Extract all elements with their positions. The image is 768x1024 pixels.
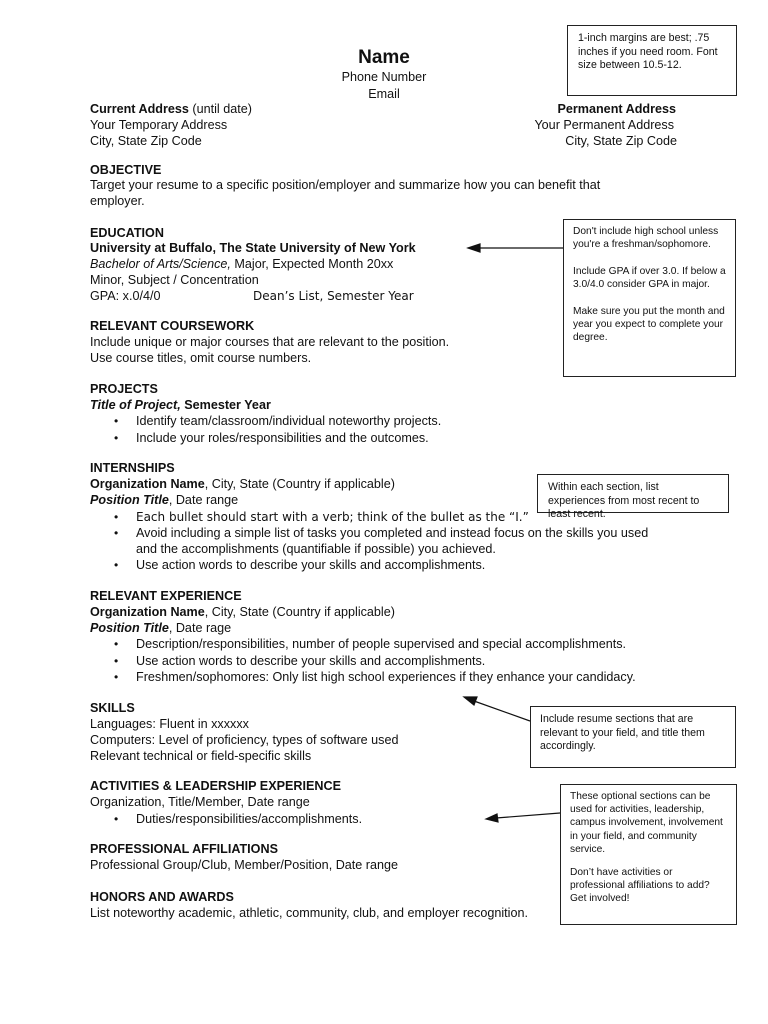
- bullet-dot: •: [114, 654, 119, 668]
- internship-bullet-3: Use action words to describe your skills and accomplishments.: [136, 558, 486, 572]
- education-minor: Minor, Subject / Concentration: [90, 273, 259, 287]
- internships-heading: INTERNSHIPS: [90, 461, 175, 475]
- bullet-dot: •: [114, 526, 119, 540]
- degree-type: Bachelor of Arts/Science,: [90, 257, 231, 271]
- project-title-semester: Semester Year: [180, 398, 271, 412]
- experience-heading: RELEVANT EXPERIENCE: [90, 589, 242, 603]
- arrow-sections: [474, 701, 530, 721]
- skills-heading: SKILLS: [90, 701, 135, 715]
- resume-name: Name: [358, 47, 410, 68]
- arrow-sections-head: [464, 697, 477, 705]
- internship-bullet-1: Each bullet should start with a verb; think of the bullet as the “I.”: [136, 510, 529, 524]
- bullet-dot: •: [114, 558, 119, 572]
- bullet-dot: •: [114, 812, 119, 826]
- coursework-heading: RELEVANT COURSEWORK: [90, 319, 255, 333]
- bullet-dot: •: [114, 431, 119, 445]
- education-school: University at Buffalo, The State University of New York: [90, 241, 416, 255]
- skills-technical: Relevant technical or field-specific skills: [90, 749, 312, 763]
- note-education-p2: Include GPA if over 3.0. If below a 3.0/4.0 consider GPA in major.: [573, 265, 726, 291]
- skills-languages: Languages: Fluent in xxxxxx: [90, 717, 249, 731]
- note-education-p1: Don't include high school unless you're a freshman/sophomore.: [573, 226, 719, 251]
- phone-number: Phone Number: [341, 70, 427, 84]
- bullet-dot: •: [114, 510, 119, 524]
- education-deans-list: Dean’s List, Semester Year: [253, 289, 414, 303]
- objective-line2: employer.: [90, 194, 145, 208]
- permanent-address-line2: City, State Zip Code: [565, 134, 677, 148]
- honors-heading: HONORS AND AWARDS: [90, 890, 234, 904]
- affiliations-heading: PROFESSIONAL AFFILIATIONS: [90, 842, 278, 856]
- activities-line1: Organization, Title/Member, Date range: [90, 795, 310, 809]
- internship-org-name: Organization Name: [90, 477, 205, 491]
- bullet-dot: •: [114, 414, 119, 428]
- project-bullet-2: Include your roles/responsibilities and the outcomes.: [136, 431, 429, 445]
- experience-position-date: , Date rage: [168, 621, 232, 635]
- activities-heading: ACTIVITIES & LEADERSHIP EXPERIENCE: [90, 779, 341, 793]
- internship-bullet-2: Avoid including a simple list of tasks you completed and instead focus on the skills you used: [136, 526, 649, 540]
- current-address-line2: City, State Zip Code: [90, 134, 202, 148]
- experience-org-location: , City, State (Country if applicable): [204, 605, 395, 619]
- experience-position-title: Position Title: [90, 621, 169, 635]
- current-address-line1: Your Temporary Address: [90, 118, 228, 132]
- education-heading: EDUCATION: [90, 226, 164, 240]
- coursework-line2: Use course titles, omit course numbers.: [90, 351, 312, 365]
- bullet-dot: •: [114, 670, 119, 684]
- projects-heading: PROJECTS: [90, 382, 158, 396]
- arrow-optional: [496, 813, 560, 818]
- experience-bullet-3: Freshmen/sophomores: Only list high school experiences if they enhance your candidacy.: [136, 670, 636, 684]
- arrow-education-head: [468, 244, 480, 252]
- honors-line1: List noteworthy academic, athletic, community, club, and employer recognition.: [90, 906, 528, 920]
- note-margins-text: 1-inch margins are best; .75 inches if you need room. Font size between 10.5-12.: [578, 32, 718, 72]
- internship-position-title: Position Title: [90, 493, 169, 507]
- skills-computers: Computers: Level of proficiency, types of software used: [90, 733, 399, 747]
- experience-org-name: Organization Name: [90, 605, 205, 619]
- objective-line1: Target your resume to a specific position/employer and summarize how you can benefit that: [90, 178, 601, 192]
- current-address-label: Current Address: [90, 102, 189, 116]
- permanent-address-line1: Your Permanent Address: [534, 118, 674, 132]
- note-optional-p2: Don’t have activities or professional affiliations to add? Get involved!: [570, 867, 710, 905]
- experience-bullet-1: Description/responsibilities, number of people supervised and special accomplishments.: [136, 637, 627, 651]
- project-title-name: Title of Project,: [90, 398, 181, 412]
- email: Email: [368, 87, 400, 101]
- activities-bullet-1: Duties/responsibilities/accomplishments.: [136, 812, 363, 826]
- bullet-dot: •: [114, 637, 119, 651]
- experience-bullet-2: Use action words to describe your skills and accomplishments.: [136, 654, 486, 668]
- note-optional-p1: These optional sections can be used for activities, leadership, campus involvement, involvement in your field, and community service.: [570, 791, 723, 855]
- internship-position-date: , Date range: [168, 493, 239, 507]
- project-bullet-1: Identify team/classroom/individual noteworthy projects.: [136, 414, 442, 428]
- affiliations-line1: Professional Group/Club, Member/Position, Date range: [90, 858, 398, 872]
- note-education-p3: Make sure you put the month and year you expect to complete your degree.: [573, 305, 725, 344]
- objective-heading: OBJECTIVE: [90, 163, 162, 177]
- current-address-suffix: (until date): [188, 102, 252, 116]
- internship-bullet-2-cont: and the accomplishments (quantifiable if possible) you achieved.: [136, 542, 496, 556]
- arrow-optional-head: [486, 814, 498, 822]
- degree-details: Major, Expected Month 20xx: [230, 257, 394, 271]
- permanent-address-heading: Permanent Address: [557, 102, 676, 116]
- note-order-text: Within each section, list experiences from most recent to least recent.: [548, 481, 700, 521]
- internship-org-location: , City, State (Country if applicable): [204, 477, 395, 491]
- coursework-line1: Include unique or major courses that are relevant to the position.: [90, 335, 450, 349]
- note-sections-text: Include resume sections that are relevant to your field, and title them accordingly.: [540, 713, 705, 753]
- education-gpa: GPA: x.0/4/0: [90, 289, 161, 303]
